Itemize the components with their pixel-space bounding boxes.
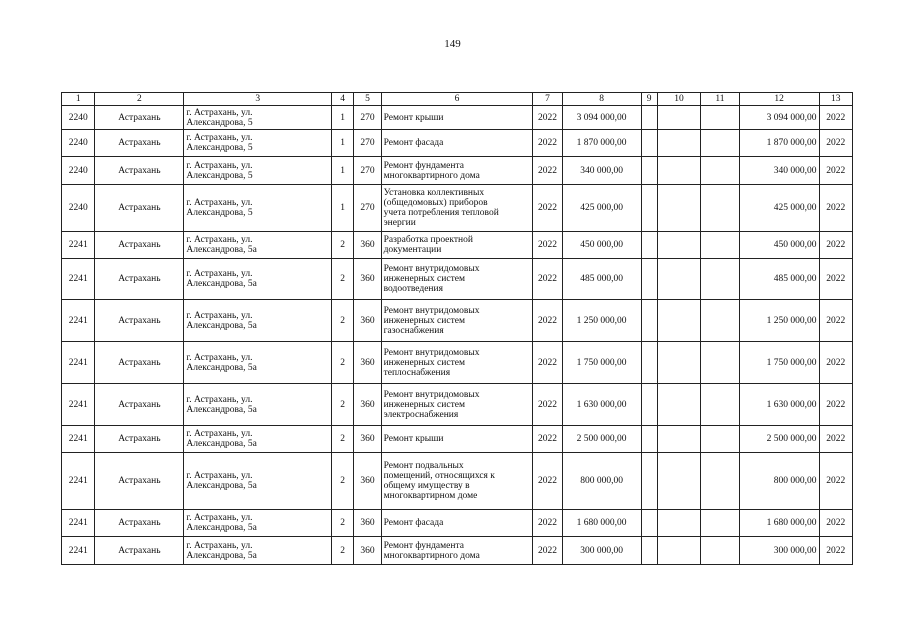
row-id-cell: 2241: [62, 426, 95, 453]
addr-line: Александрова, 5: [186, 170, 253, 181]
table-row: [62, 232, 853, 259]
work-line: инженерных систем: [383, 399, 465, 410]
number-cell: 2: [332, 426, 354, 453]
address-cell: [184, 342, 332, 384]
empty-cell-11: [701, 300, 739, 342]
end-year-cell: 2022: [819, 185, 852, 232]
row-id-cell: 2240: [62, 185, 95, 232]
empty-cell-11: [701, 130, 739, 157]
number-cell: 1: [332, 130, 354, 157]
empty-cell-11: [701, 384, 739, 426]
address-cell: [184, 384, 332, 426]
number-cell: 2: [332, 510, 354, 537]
addr-line: Александрова, 5а: [186, 523, 257, 533]
city-cell: Астрахань: [95, 185, 184, 232]
number-cell: 1: [332, 185, 354, 232]
empty-cell-10: [657, 342, 700, 384]
empty-cell-11: [701, 342, 739, 384]
empty-cell-11: [701, 232, 739, 259]
cost-cell: 485 000,00: [562, 259, 641, 300]
work-type-cell: [381, 130, 533, 157]
work-line: Ремонт фасада: [383, 138, 444, 148]
row-id-cell: 2241: [62, 453, 95, 510]
area-cell: 360: [354, 510, 381, 537]
city-cell: Астрахань: [95, 300, 184, 342]
empty-cell-9: [641, 259, 657, 300]
end-year-cell: 2022: [819, 259, 852, 300]
addr-line: Александрова, 5: [186, 143, 253, 153]
total-cost-cell: 3 094 000,00: [739, 106, 819, 130]
table-row: [62, 510, 853, 537]
work-type-cell: [381, 426, 533, 453]
row-id-cell: 2240: [62, 106, 95, 130]
end-year-cell: 2022: [819, 510, 852, 537]
total-cost-cell: 425 000,00: [739, 185, 819, 232]
year-cell: 2022: [533, 232, 562, 259]
work-line: Ремонт фасада: [383, 518, 444, 528]
number-cell: 2: [332, 300, 354, 342]
empty-cell-10: [657, 510, 700, 537]
work-line: Разработка проектной: [383, 235, 473, 245]
empty-cell-9: [641, 342, 657, 384]
total-cost-cell: 485 000,00: [739, 259, 819, 300]
area-cell: 270: [354, 185, 381, 232]
addr-line: г. Астрахань, ул.: [186, 513, 253, 523]
header-cell: 3: [184, 93, 332, 106]
table-row: [62, 157, 853, 185]
work-line: Ремонт фундамента: [383, 540, 464, 551]
city-cell: Астрахань: [95, 384, 184, 426]
addr-line: г. Астрахань, ул.: [186, 133, 253, 143]
end-year-cell: 2022: [819, 384, 852, 426]
empty-cell-10: [657, 453, 700, 510]
total-cost-cell: 2 500 000,00: [739, 426, 819, 453]
work-type-cell: [381, 453, 533, 510]
header-cell: 2: [95, 93, 184, 106]
addr-line: Александрова, 5: [186, 208, 253, 218]
year-cell: 2022: [533, 185, 562, 232]
end-year-cell: 2022: [819, 130, 852, 157]
cost-cell: 3 094 000,00: [562, 106, 641, 130]
row-id-cell: 2241: [62, 259, 95, 300]
table-row: [62, 537, 853, 565]
addr-line: Александрова, 5а: [186, 245, 257, 255]
empty-cell-10: [657, 537, 700, 565]
total-cost-cell: 300 000,00: [739, 537, 819, 565]
address-cell: [184, 453, 332, 510]
empty-cell-9: [641, 157, 657, 185]
header-cell: 6: [381, 93, 533, 106]
work-line: газоснабжения: [383, 325, 444, 336]
area-cell: 360: [354, 300, 381, 342]
work-line: Ремонт крыши: [383, 434, 444, 444]
row-id-cell: 2241: [62, 537, 95, 565]
work-line: инженерных систем: [383, 315, 465, 326]
address-cell: [184, 232, 332, 259]
work-type-cell: [381, 259, 533, 300]
address-cell: [184, 157, 332, 185]
work-line: многоквартирном доме: [383, 491, 478, 501]
number-cell: 2: [332, 232, 354, 259]
work-line: Ремонт крыши: [383, 112, 444, 123]
table-row: [62, 130, 853, 157]
work-line: электроснабжения: [383, 409, 459, 420]
empty-cell-9: [641, 232, 657, 259]
page-number: 149: [444, 38, 461, 50]
empty-cell-9: [641, 106, 657, 130]
empty-cell-11: [701, 106, 739, 130]
row-id-cell: 2241: [62, 300, 95, 342]
city-cell: Астрахань: [95, 157, 184, 185]
area-cell: 360: [354, 453, 381, 510]
table-row: [62, 259, 853, 300]
empty-cell-9: [641, 453, 657, 510]
work-line: многоквартирного дома: [383, 170, 480, 181]
year-cell: 2022: [533, 453, 562, 510]
work-line: энергии: [383, 218, 416, 228]
empty-cell-9: [641, 130, 657, 157]
empty-cell-10: [657, 106, 700, 130]
year-cell: 2022: [533, 157, 562, 185]
table-header-row: [62, 93, 853, 106]
work-line: Ремонт внутридомовых: [383, 305, 480, 316]
work-type-cell: [381, 537, 533, 565]
address-cell: [184, 130, 332, 157]
work-line: (общедомовых) приборов: [383, 198, 488, 208]
addr-line: Александрова, 5: [186, 117, 253, 128]
year-cell: 2022: [533, 342, 562, 384]
empty-cell-11: [701, 537, 739, 565]
total-cost-cell: 340 000,00: [739, 157, 819, 185]
year-cell: 2022: [533, 384, 562, 426]
addr-line: г. Астрахань, ул.: [186, 540, 253, 551]
cost-cell: 1 870 000,00: [562, 130, 641, 157]
cost-cell: 1 680 000,00: [562, 510, 641, 537]
area-cell: 270: [354, 157, 381, 185]
end-year-cell: 2022: [819, 426, 852, 453]
cost-cell: 1 630 000,00: [562, 384, 641, 426]
addr-line: г. Астрахань, ул.: [186, 352, 253, 363]
empty-cell-11: [701, 453, 739, 510]
empty-cell-11: [701, 185, 739, 232]
row-id-cell: 2241: [62, 342, 95, 384]
work-type-cell: [381, 342, 533, 384]
area-cell: 270: [354, 106, 381, 130]
header-cell: 5: [354, 93, 381, 106]
work-line: учета потребления тепловой: [383, 208, 499, 218]
work-line: помещений, относящихся к: [383, 471, 495, 481]
empty-cell-9: [641, 510, 657, 537]
empty-cell-10: [657, 300, 700, 342]
total-cost-cell: 800 000,00: [739, 453, 819, 510]
year-cell: 2022: [533, 510, 562, 537]
cost-cell: 800 000,00: [562, 453, 641, 510]
year-cell: 2022: [533, 259, 562, 300]
end-year-cell: 2022: [819, 157, 852, 185]
number-cell: 2: [332, 384, 354, 426]
table-row: [62, 426, 853, 453]
number-cell: 2: [332, 342, 354, 384]
city-cell: Астрахань: [95, 453, 184, 510]
year-cell: 2022: [533, 426, 562, 453]
work-line: общему имуществу в: [383, 481, 470, 491]
end-year-cell: 2022: [819, 106, 852, 130]
empty-cell-10: [657, 384, 700, 426]
empty-cell-9: [641, 537, 657, 565]
row-id-cell: 2241: [62, 384, 95, 426]
empty-cell-9: [641, 300, 657, 342]
empty-cell-10: [657, 185, 700, 232]
header-cell: 8: [562, 93, 641, 106]
row-id-cell: 2240: [62, 157, 95, 185]
header-cell: 12: [739, 93, 819, 106]
empty-cell-11: [701, 259, 739, 300]
number-cell: 1: [332, 157, 354, 185]
area-cell: 360: [354, 342, 381, 384]
empty-cell-11: [701, 510, 739, 537]
empty-cell-10: [657, 426, 700, 453]
address-cell: [184, 259, 332, 300]
city-cell: Астрахань: [95, 537, 184, 565]
work-type-cell: [381, 384, 533, 426]
addr-line: Александрова, 5а: [186, 439, 257, 449]
addr-line: Александрова, 5а: [186, 362, 257, 373]
addr-line: г. Астрахань, ул.: [186, 429, 253, 439]
number-cell: 2: [332, 537, 354, 565]
addr-line: г. Астрахань, ул.: [186, 198, 253, 208]
work-line: инженерных систем: [383, 274, 465, 284]
year-cell: 2022: [533, 106, 562, 130]
header-cell: 4: [332, 93, 354, 106]
area-cell: 360: [354, 426, 381, 453]
year-cell: 2022: [533, 300, 562, 342]
end-year-cell: 2022: [819, 342, 852, 384]
cost-cell: 2 500 000,00: [562, 426, 641, 453]
header-cell: 13: [819, 93, 852, 106]
city-cell: Астрахань: [95, 232, 184, 259]
cost-cell: 340 000,00: [562, 157, 641, 185]
addr-line: г. Астрахань, ул.: [186, 235, 253, 245]
address-cell: [184, 510, 332, 537]
empty-cell-9: [641, 426, 657, 453]
work-line: Ремонт подвальных: [383, 461, 464, 471]
empty-cell-9: [641, 384, 657, 426]
addr-line: Александрова, 5а: [186, 481, 257, 491]
work-type-cell: [381, 232, 533, 259]
header-cell: 7: [533, 93, 562, 106]
cost-cell: 300 000,00: [562, 537, 641, 565]
area-cell: 360: [354, 384, 381, 426]
empty-cell-9: [641, 185, 657, 232]
work-line: Ремонт фундамента: [383, 160, 464, 171]
addr-line: г. Астрахань, ул.: [186, 471, 253, 481]
end-year-cell: 2022: [819, 537, 852, 565]
address-cell: [184, 185, 332, 232]
work-type-cell: [381, 185, 533, 232]
work-line: Ремонт внутридомовых: [383, 389, 480, 400]
addr-line: г. Астрахань, ул.: [186, 269, 253, 279]
city-cell: Астрахань: [95, 426, 184, 453]
work-line: Ремонт внутридомовых: [383, 264, 480, 274]
city-cell: Астрахань: [95, 130, 184, 157]
cost-cell: 450 000,00: [562, 232, 641, 259]
cost-cell: 425 000,00: [562, 185, 641, 232]
addr-line: Александрова, 5а: [186, 550, 257, 561]
work-line: водоотведения: [383, 284, 443, 294]
table-row: [62, 300, 853, 342]
number-cell: 2: [332, 259, 354, 300]
cost-cell: 1 750 000,00: [562, 342, 641, 384]
area-cell: 360: [354, 232, 381, 259]
addr-line: Александрова, 5а: [186, 279, 257, 289]
area-cell: 360: [354, 537, 381, 565]
area-cell: 270: [354, 130, 381, 157]
empty-cell-11: [701, 426, 739, 453]
header-cell: 9: [641, 93, 657, 106]
end-year-cell: 2022: [819, 232, 852, 259]
row-id-cell: 2241: [62, 510, 95, 537]
empty-cell-10: [657, 232, 700, 259]
table-row: [62, 185, 853, 232]
address-cell: [184, 426, 332, 453]
table-row: [62, 342, 853, 384]
addr-line: Александрова, 5а: [186, 404, 257, 415]
empty-cell-11: [701, 157, 739, 185]
table-row: [62, 453, 853, 510]
year-cell: 2022: [533, 537, 562, 565]
city-cell: Астрахань: [95, 106, 184, 130]
work-line: теплоснабжения: [383, 367, 451, 378]
header-cell: 1: [62, 93, 95, 106]
end-year-cell: 2022: [819, 300, 852, 342]
address-cell: [184, 537, 332, 565]
year-cell: 2022: [533, 130, 562, 157]
empty-cell-10: [657, 130, 700, 157]
addr-line: Александрова, 5а: [186, 320, 257, 331]
city-cell: Астрахань: [95, 510, 184, 537]
work-line: Ремонт внутридомовых: [383, 347, 480, 358]
total-cost-cell: 450 000,00: [739, 232, 819, 259]
work-line: Установка коллективных: [383, 188, 485, 198]
work-type-cell: [381, 510, 533, 537]
total-cost-cell: 1 870 000,00: [739, 130, 819, 157]
total-cost-cell: 1 250 000,00: [739, 300, 819, 342]
header-cell: 10: [657, 93, 700, 106]
city-cell: Астрахань: [95, 342, 184, 384]
addr-line: г. Астрахань, ул.: [186, 394, 253, 405]
table-row: [62, 106, 853, 130]
row-id-cell: 2241: [62, 232, 95, 259]
empty-cell-10: [657, 259, 700, 300]
addr-line: г. Астрахань, ул.: [186, 160, 253, 171]
number-cell: 1: [332, 106, 354, 130]
addr-line: г. Астрахань, ул.: [186, 107, 253, 118]
total-cost-cell: 1 750 000,00: [739, 342, 819, 384]
city-cell: Астрахань: [95, 259, 184, 300]
row-id-cell: 2240: [62, 130, 95, 157]
end-year-cell: 2022: [819, 453, 852, 510]
work-line: многоквартирного дома: [383, 550, 480, 561]
work-type-cell: [381, 300, 533, 342]
total-cost-cell: 1 680 000,00: [739, 510, 819, 537]
area-cell: 360: [354, 259, 381, 300]
empty-cell-10: [657, 157, 700, 185]
address-cell: [184, 106, 332, 130]
work-line: документации: [383, 245, 442, 255]
work-line: инженерных систем: [383, 357, 465, 368]
table-row: [62, 384, 853, 426]
address-cell: [184, 300, 332, 342]
work-type-cell: [381, 106, 533, 130]
addr-line: г. Астрахань, ул.: [186, 310, 253, 321]
number-cell: 2: [332, 453, 354, 510]
work-type-cell: [381, 157, 533, 185]
header-cell: 11: [701, 93, 739, 106]
repair-program-table: [61, 92, 853, 565]
cost-cell: 1 250 000,00: [562, 300, 641, 342]
total-cost-cell: 1 630 000,00: [739, 384, 819, 426]
